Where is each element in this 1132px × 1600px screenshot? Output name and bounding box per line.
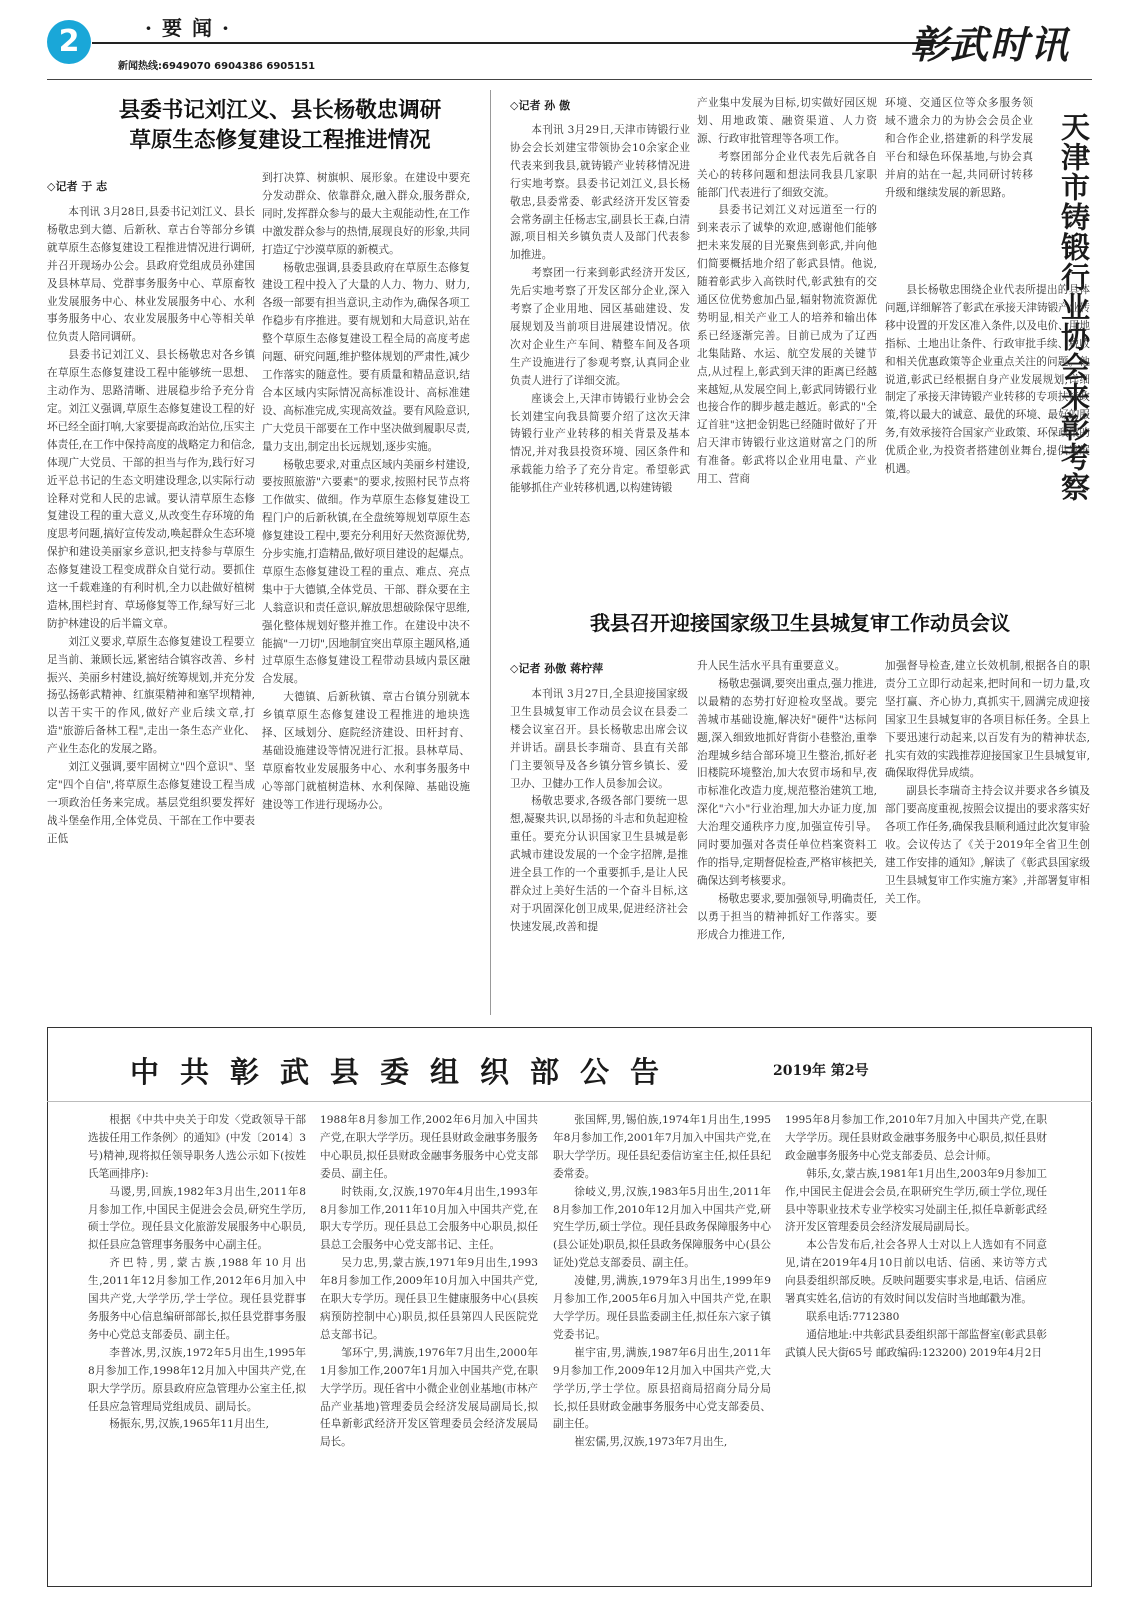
notice-paragraph: 李普冰,男,汉族,1972年5月出生,1995年8月参加工作,1998年12月加入中国共产党,在职大学学历。原县政府应急管理办公室主任,拟任县应急管理局党组成员、副局长。 [88,1346,306,1413]
column-divider [490,90,491,1015]
notice-col3 [553,1112,771,1577]
notice-paragraph: 吴力忠,男,蒙古族,1971年9月出生,1993年8月参加工作,2009年10月加入中国共产党,在职大专学历。现任县卫生健康服务中心(县疾病预防控制中心)职员,拟任县第四人民医院党总支部书记。 [320,1257,538,1341]
notice-paragraph: 1988年8月参加工作,2002年6月加入中国共产党,在职大学学历。现任县财政金融事务服务中心职员,拟任县财政金融事务服务中心党支部委员、副主任。 [320,1114,538,1180]
notice-paragraph: 邹环宁,男,满族,1976年7月出生,2000年1月参加工作,2007年1月加入中国共产党,在职大学学历。现任省中小微企业创业基地(市林产品产业基地)管理委员会经济发展局副局长,拟任阜新彰武经济开发区管理委员会经济发展局局长。 [320,1346,538,1449]
article1-paragraph: 大德镇、后新秋镇、章古台镇分别就本乡镇草原生态修复建设工程推进的地块选择、区域划分、庭院经济建设、田杆封育、基础设施建设等情况进行汇报。县林草局、草原畜牧业发展服务中心、水利事务服务中心等部门就植树造林、水利保障、基础设施建设等工作进行现场办公。 [262,691,470,811]
notice-paragraph: 齐巴特,男,蒙古族,1988年10月出生,2011年12月参加工作,2012年6月加入中国共产党,大学学历,学士学位。现任县党群事务服务中心信息编研部部长,拟任县党群事务服务中心党总支部委员、副主任。 [88,1257,306,1341]
article2-col2 [697,95,877,592]
article1-title-line2: 草原生态修复建设工程推进情况 [129,128,431,153]
article2-col1 [510,122,690,592]
notice-paragraph: 凌健,男,满族,1979年3月出生,1999年9月参加工作,2005年6月加入中国共产党,在职大学学历。现任县监委副主任,拟任东六家子镇党委书记。 [553,1275,771,1341]
notice-paragraph: 1995年8月参加工作,2010年7月加入中国共产党,在职大学学历。现任县财政金融事务服务中心职员,拟任县财政金融事务服务中心党支部委员、总会计师。 [785,1114,1047,1162]
masthead-logo: 彰武时讯 [909,22,1070,67]
article1-paragraph: 杨敬忠要求,对重点区域内美丽乡村建设,要按照旅游"六要素"的要求,按照村民节点将工作做实、做细。作为草原生态修复建设工程门户的后新秋镇,在全盘统筹规划草原生态修复建设工程中,要充分利用好天然资源优势,分步实施,打造精品,做好项目建设的起爆点。草原生态修复建设工程的重点、难点、亮点集中于大德镇,全体党员、干部、群众要在主人翁意识和责任意识,解放思想破除保守思维,强化整体规划好整并推工作。在建设中决不能搞"一刀切",因地制宜突出草原主题风格,通过草原生态修复建设工程带动县域内景区融合发展。 [262,458,470,686]
article3-paragraph: 本刊讯 3月27日,全县迎接国家级卫生县城复审工作动员会议在县委二楼会议室召开。县长杨敬忠出席会议并讲话。副县长李瑞奇、县直有关部门主要领导及各乡镇分管乡镇长、爱卫办、卫健办工作人员参加会议。 [510,688,688,790]
article3-paragraph: 加强督导检查,建立长效机制,根据各自的职责分工立即行动起来,把时间和一切力量,攻坚打赢、齐心协力,真抓实干,圆满完成迎接国家卫生县城复审的各项目标任务。全县上下要迅速行动起来,以百发有为的精神状态,扎实有效的实践推荐迎接国家卫生县城复审,确保取得优异成绩。 [885,660,1090,780]
article1-title-line1: 县委书记刘江义、县长杨敬忠调研 [118,98,442,123]
article3-headline: 我县召开迎接国家级卫生县城复审工作动员会议 [590,611,1010,635]
section-title: ·要闻· [145,16,239,40]
header-rule [92,42,962,44]
article2-col3b [885,282,1090,594]
article3-paragraph: 杨敬忠要求,要加强领导,明确责任,以勇于担当的精神抓好工作落实。要形成合力推进工作, [697,892,877,941]
notice-paragraph: 张国辉,男,锡伯族,1974年1月出生,1995年8月参加工作,2001年7月加入中国共产党,在职大学学历。现任县纪委信访室主任,拟任县纪委常委。 [553,1114,771,1180]
article2-vertical-headline: 天津市铸锻行业协会来彰考察 [1057,112,1091,502]
notice-paragraph: 马谡,男,回族,1982年3月出生,2011年8月参加工作,中国民主促进会会员,研究生学历,硕士学位。现任县文化旅游发展服务中心职员,拟任县应急管理事务服务中心副主任。 [88,1185,306,1252]
article1-paragraph: 县委书记刘江义、县长杨敬忠对各乡镇在草原生态修复建设工程中能够统一思想、主动作为、思路清晰、进展稳步给予充分肯定。刘江义强调,草原生态修复建设工程的好坏已经全面打响,大家要提高政治站位,压实主体责任,在工作中保持高度的战略定力和信念,体现广大党员、干部的担当与作为,践行好习近平总书记的生态文明建设理念,以实际行动诠释对党和人民的忠诚。要认清草原生态修复建设工程的重大意义,从改变生存环境的角度思考问题,搞好宣传发动,唤起群众生态环境保护和建设美丽家乡意识,把支持参与草原生态修复建设工程变成群众自觉行动。要抓住这一千载难逢的有利时机,全力以赴做好植树造林,围栏封育、草场修复等工作,绿写好三北防护林建设的后半篇文章。 [47,349,255,630]
article3-paragraph: 杨敬忠要求,各级各部门要统一思想,凝聚共识,以昂扬的斗志和负起迎检重任。要充分认识国家卫生县城是彰武城市建设发展的一个金字招牌,是推进全县工作的一个重要抓手,是让人民群众过上美好生活的一个奋斗目标,这对于巩固深化创卫成果,促进经济社会快速发展,改善和提 [510,795,688,933]
article3-paragraph: 副县长李瑞奇主持会议并要求各乡镇及部门要高度重视,按照会议提出的要求落实好各项工作任务,确保我县顺利通过此次复审验收。会议传达了《关于2019年全省卫生创建工作安排的通知》,解读了《彰武县国家级卫生县城复审工作实施方案》,并部署复审相关工作。 [885,785,1090,905]
article1-paragraph: 到打决算、树旗帜、展形象。在建设中要充分发动群众、依靠群众,融入群众,服务群众,同时,发挥群众参与的最大主观能动性,在工作中激发群众参与的热情,展现良好的形象,共同打造辽宁沙漠草原的新模式。 [262,172,470,256]
article2-paragraph: 环境、交通区位等众多服务领域不遗余力的为协会会员企业和合作企业,搭建新的科学发展平台和绿色环保基地,与协会真并肩的站在一起,共同研讨转移升级和继续发展的新思路。 [885,97,1033,199]
notice-paragraph: 崔宏儒,男,汉族,1973年7月出生, [574,1436,728,1449]
notice-paragraph: 徐岐义,男,汉族,1983年5月出生,2011年8月参加工作,2010年12月加入中国共产党,研究生学历,硕士学位。现任县政务保障服务中心(县公证处)职员,拟任县政务保障服务中心(县公证处)党总支部委员、副主任。 [553,1185,771,1270]
article2-paragraph: 县委书记刘江义对远道至一行的到来表示了诚挚的欢迎,感谢他们能够把未来发展的目光聚焦到彰武,并向他们简要概括地介绍了彰武县情。他说,随着彰武步入高铁时代,彰武独有的交通区位优势愈加凸显,辐射物流资源优势明显,相关产业工人的培养和输出体系已经逐渐完善。目前已成为了辽西北集陆路、水运、航空发展的关键节点,从过程上,彰武到天津的距离已经越来越短,从发展空间上,彰武同铸锻行业也接合作的脚步越走越近。彰武的"全辽首驻"这把金钥匙已经随时做好了开启天津市铸锻行业这道财富之门的所有准备。彰武将以企业用电量、产业用工、营商 [697,204,877,486]
article2-paragraph: 产业集中发展为目标,切实做好园区规划、用地政策、融资渠道、人力资源、行政审批管理等各项工作。 [697,97,877,145]
article1-paragraph: 刘江义要求,草原生态修复建设工程要立足当前、兼顾长远,紧密结合镇容改善、乡村振兴、美丽乡村建设,搞好统筹规划,并充分发扬弘扬彰武精神、红旗渠精神和塞罕坝精神,以苦干实干的作风,做好产业后续文章,打造"旅游后备林工程",走出一条生态产业化、产业生态化的发展之路。 [47,635,255,756]
notice-col1 [88,1112,306,1577]
notice-separator [47,1101,1092,1102]
article2-paragraph: 本刊讯 3月29日,天津市铸锻行业协会会长刘建宝带领协会10余家企业代表来到我县,就铸锻产业转移情况进行实地考察。县委书记刘江义,县长杨敬忠,县委常委、彰武经济开发区管委会常务副主任杨志宝,副县长王森,白清源,项目相关乡镇负责人及部门代表参加推进。 [510,124,690,262]
notice-paragraph: 根据《中共中央关于印发〈党政领导干部选拔任用工作条例〉的通知》(中发〔2014〕3号)精神,现将拟任领导职务人选公示如下(按姓氏笔画排序): [88,1114,306,1180]
news-hotline: 新闻热线:6949070 6904386 6905151 [118,61,316,72]
notice-col2 [320,1112,538,1577]
article3-paragraph: 杨敬忠强调,要突出重点,强力推进,以最精的态势打好迎检攻坚战。要完善城市基础设施,解决好"硬件"达标问题,深入细致地抓好背街小巷整治,重拳治理城乡结合部环境卫生整治,抓好老旧楼院环境整治,加大农贸市场和早,夜市标准化改造力度,规范整治建筑工地,深化"六小"行业治理,加大办证力度,加大治理交通秩序力度,加强宣传引导。同时要加强对各责任单位档案资料工作的指导,定期督促检查,严格审核把关,确保达到考核要求。 [697,677,877,887]
article1-paragraph: 刘江义强调,要牢固树立"四个意识"、坚定"四个自信",将草原生态修复建设工程当成一项政治任务来完成。基层党组织要发挥好战斗堡垒作用,全体党员、干部在工作中要表正低 [47,761,255,845]
notice-paragraph: 杨振东,男,汉族,1965年11月出生, [109,1418,270,1431]
notice-contact-address: 通信地址:中共彰武县委组织部干部监督室(彰武县彰武镇人民大街65号 邮政编码:123200) 2019年4月2日 [785,1328,1047,1359]
article3-col3 [885,658,1090,1006]
notice-paragraph: 崔宇宙,男,满族,1987年6月出生,2011年9月参加工作,2009年12月加入中国共产党,大学学历,学士学位。原县招商局招商分局分局长,拟任县财政金融事务服务中心党支部委员、副主任。 [553,1346,771,1431]
article2-paragraph: 座谈会上,天津市铸锻行业协会会长刘建宝向我县简要介绍了这次天津铸锻行业产业转移的相关背景及基本情况,并对我县投资环境、园区条件和承载能力给予了充分肯定。希望彰武能够抓住产业转移机遇,以构建铸锻 [510,392,690,495]
notice-title: 中共彰武县委组织部公告 [130,1055,681,1089]
article1-col2 [262,170,470,1010]
article1-paragraph: 本刊讯 3月28日,县委书记刘江义、县长杨敬忠到大德、后新秋、章古台等部分乡镇就草原生态修复建设工程推进情况进行调研,并召开现场办公会。县政府党组成员孙建国及县林草局、党群事务服务中心、草原畜牧业发展服务中心、林业发展服务中心、水利事务服务中心、农业发展服务中心等相关单位负责人陪同调研。 [47,206,255,344]
notice-paragraph: 韩乐,女,蒙古族,1981年1月出生,2003年9月参加工作,中国民主促进会会员,在职研究生学历,硕士学位,现任县中等职业技术专业学校实习处副主任,拟任阜新彰武经济开发区管理委员会经济发展局副局长。 [785,1167,1047,1234]
article2-paragraph: 县长杨敬忠围绕企业代表所提出的具体问题,详细解答了彰武在承接天津铸锻产业转移中设置的开发区准入条件,以及电价、用地指标、土地出让条件、行政审批手续、税收和相关优惠政策等企业重点关注的问题。他说道,彰武已经根据自身产业发展规划,详细制定了承接天津铸锻产业转移的专项扶持政策,将以最大的诚意、最优的环境、最好的服务,有效承接符合国家产业政策、环保政策的优质企业,为投资者搭建创业舞台,提供发展机遇。 [885,284,1090,476]
article3-paragraph: 升人民生活水平具有重要意义。 [697,660,846,672]
notice-paragraph: 时铁雨,女,汉族,1970年4月出生,1993年8月参加工作,2011年10月加入中国共产党,在职大专学历。现任县总工会服务中心职员,拟任县总工会服务中心党支部书记、主任。 [320,1185,538,1252]
article3-col1 [510,686,688,1006]
article1-headline [60,96,500,156]
notice-col4 [785,1112,1047,1577]
article1-col1 [47,204,255,1009]
article3-byline: ◇记者 孙傲 蒋柠萍 [510,662,604,675]
article1-paragraph: 杨敬忠强调,县委县政府在草原生态修复建设工程中投入了大量的人力、物力、财力,各级一部要有担当意识,主动作为,确保各项工作稳步有序推进。要有规划和大局意识,站在整个草原生态修复建设工程全局的高度考虑问题、研究问题,维护整体规划的严肃性,减少工作落实的随意性。要有质量和精品意识,结合本区域内实际情况高标准设计、高标准建设、高标准完成,实现高效益。要有风险意识,广大党员干部要在工作中坚决做到履职尽责,量力支出,制定出长远规划,逐步实施。 [262,261,470,453]
article2-paragraph: 考察团一行来到彰武经济开发区,先后实地考察了开发区部分企业,深入考察了企业用地、园区基础建设、发展规划及当前项目进展建设情况。依次对企业生产车间、精整车间及各项生产设施进行了参观考察,认真同企业负责人进行了详细交流。 [510,267,690,387]
header-bottom-rule [47,79,1092,80]
page-number-badge: 2 [47,20,91,64]
notice-contact-phone: 联系电话:7712380 [806,1310,900,1323]
article2-byline: ◇记者 孙 傲 [510,99,571,112]
notice-number: 2019年 第2号 [773,1063,869,1079]
article3-col2 [697,658,877,1006]
article2-paragraph: 考察团部分企业代表先后就各自关心的转移问题和想法同我县几家职能部门代表进行了细致交流。 [697,150,877,199]
notice-paragraph: 本公告发布后,社会各界人士对以上人选如有不同意见,请在2019年4月10日前以电话、信函、来访等方式向县委组织部反映。反映问题要实事求是,电话、信函应署真实姓名,信访的有效时间以发信时当地邮戳为准。 [785,1239,1047,1306]
article1-byline: ◇记者 于 志 [47,180,108,193]
